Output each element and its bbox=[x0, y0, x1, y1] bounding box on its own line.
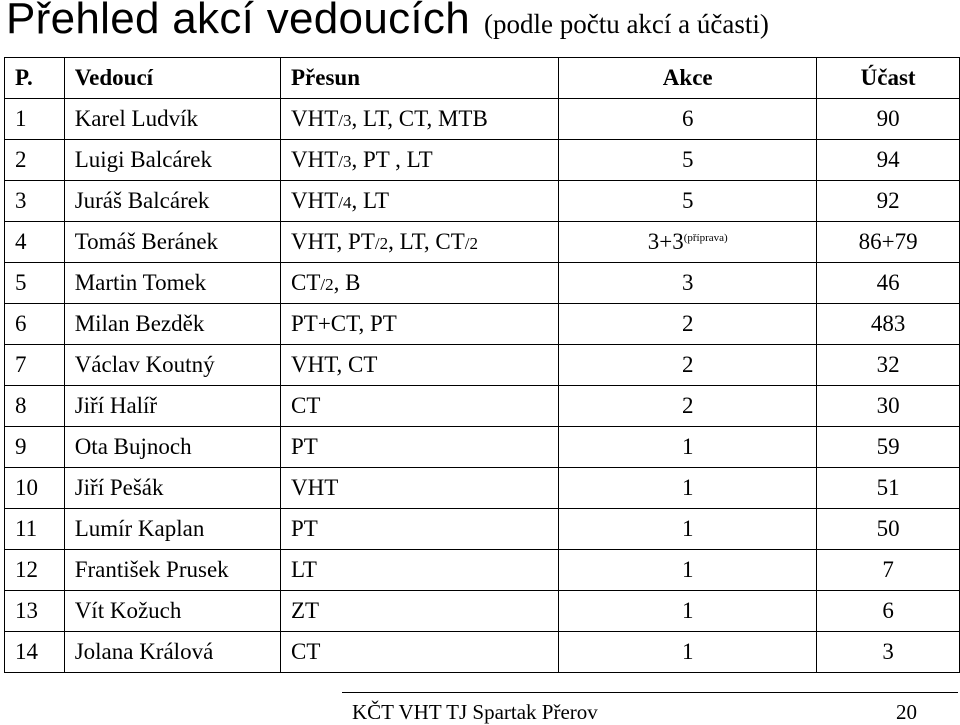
actions-count bbox=[559, 181, 817, 222]
transfer-types bbox=[280, 345, 558, 386]
transfer-types bbox=[280, 509, 558, 550]
actions-count bbox=[559, 263, 817, 304]
transfer-types bbox=[280, 427, 558, 468]
row-number: 4 bbox=[5, 222, 65, 263]
transfer-text: CT bbox=[290, 393, 321, 418]
header-akce: Akce bbox=[559, 58, 817, 99]
attendance: 6 bbox=[817, 591, 960, 632]
attendance: 30 bbox=[817, 386, 960, 427]
attendance: 90 bbox=[817, 99, 960, 140]
header-presun: Přesun bbox=[280, 58, 558, 99]
actions-count bbox=[559, 222, 817, 263]
actions-value: 5 bbox=[681, 147, 694, 172]
row-number: 2 bbox=[5, 140, 65, 181]
header-vedouci: Vedoucí bbox=[64, 58, 280, 99]
row-number: 6 bbox=[5, 304, 65, 345]
transfer-fraction: /2 bbox=[464, 234, 479, 253]
transfer-text: PT+CT, PT bbox=[290, 311, 397, 336]
table-row bbox=[5, 550, 960, 591]
transfer-types bbox=[280, 140, 558, 181]
transfer-text: , LT, CT, MTB bbox=[351, 106, 488, 131]
attendance: 46 bbox=[817, 263, 960, 304]
row-number: 5 bbox=[5, 263, 65, 304]
transfer-text: LT bbox=[290, 557, 317, 582]
row-number: 8 bbox=[5, 386, 65, 427]
row-number: 7 bbox=[5, 345, 65, 386]
slide-title bbox=[6, 0, 769, 44]
transfer-types bbox=[280, 591, 558, 632]
transfer-text: ZT bbox=[290, 598, 320, 623]
transfer-text: VHT bbox=[290, 147, 339, 172]
header-p: P. bbox=[5, 58, 65, 99]
actions-value: 1 bbox=[681, 475, 694, 500]
table-row bbox=[5, 140, 960, 181]
transfer-text: , LT bbox=[351, 188, 389, 213]
actions-count bbox=[559, 386, 817, 427]
title-main: Přehled akcí vedoucích bbox=[6, 0, 470, 43]
actions-count bbox=[559, 99, 817, 140]
row-number: 11 bbox=[5, 509, 65, 550]
actions-note: (příprava) bbox=[683, 232, 728, 244]
transfer-types bbox=[280, 632, 558, 673]
transfer-fraction: /3 bbox=[338, 152, 352, 171]
row-number: 1 bbox=[5, 99, 65, 140]
table-row bbox=[5, 509, 960, 550]
attendance: 86+79 bbox=[817, 222, 960, 263]
actions-value: 3+3 bbox=[647, 229, 684, 254]
transfer-fraction: /2 bbox=[374, 234, 389, 253]
header-row bbox=[5, 58, 960, 99]
row-number: 14 bbox=[5, 632, 65, 673]
transfer-text: CT bbox=[290, 639, 321, 664]
transfer-types bbox=[280, 550, 558, 591]
transfer-types bbox=[280, 222, 558, 263]
actions-value: 2 bbox=[681, 352, 694, 377]
actions-value: 1 bbox=[681, 557, 694, 582]
transfer-text: , PT , LT bbox=[351, 147, 433, 172]
table-row bbox=[5, 304, 960, 345]
transfer-text: VHT bbox=[290, 106, 339, 131]
transfer-fraction: /2 bbox=[320, 275, 334, 294]
transfer-text: CT bbox=[290, 270, 321, 295]
actions-count bbox=[559, 591, 817, 632]
attendance: 51 bbox=[817, 468, 960, 509]
leader-name: Jolana Králová bbox=[64, 632, 280, 673]
leader-name: Václav Koutný bbox=[64, 345, 280, 386]
actions-count bbox=[559, 140, 817, 181]
actions-value: 3 bbox=[681, 270, 694, 295]
transfer-text: VHT, CT bbox=[290, 352, 378, 377]
actions-count bbox=[559, 632, 817, 673]
row-number: 12 bbox=[5, 550, 65, 591]
transfer-text: VHT bbox=[290, 475, 339, 500]
row-number: 3 bbox=[5, 181, 65, 222]
attendance: 32 bbox=[817, 345, 960, 386]
table-row bbox=[5, 345, 960, 386]
row-number: 9 bbox=[5, 427, 65, 468]
leaders-table bbox=[4, 57, 960, 673]
transfer-fraction: /4 bbox=[338, 193, 352, 212]
footer-organization: KČT VHT TJ Spartak Přerov bbox=[352, 700, 598, 724]
footer bbox=[0, 688, 960, 724]
row-number: 10 bbox=[5, 468, 65, 509]
title-subtitle: (podle počtu akcí a účasti) bbox=[483, 9, 769, 39]
transfer-text: VHT, PT bbox=[290, 229, 375, 254]
attendance: 50 bbox=[817, 509, 960, 550]
table-row bbox=[5, 632, 960, 673]
leader-name: Jiří Halíř bbox=[64, 386, 280, 427]
leader-name: Martin Tomek bbox=[64, 263, 280, 304]
attendance: 3 bbox=[817, 632, 960, 673]
actions-count bbox=[559, 468, 817, 509]
attendance: 92 bbox=[817, 181, 960, 222]
table-body bbox=[5, 99, 960, 673]
actions-count bbox=[559, 345, 817, 386]
leader-name: Ota Bujnoch bbox=[64, 427, 280, 468]
actions-value: 2 bbox=[681, 311, 694, 336]
actions-count bbox=[559, 304, 817, 345]
actions-count bbox=[559, 509, 817, 550]
attendance: 94 bbox=[817, 140, 960, 181]
attendance: 483 bbox=[817, 304, 960, 345]
actions-count bbox=[559, 550, 817, 591]
attendance: 59 bbox=[817, 427, 960, 468]
transfer-types bbox=[280, 468, 558, 509]
leader-name: Lumír Kaplan bbox=[64, 509, 280, 550]
transfer-text: PT bbox=[290, 434, 318, 459]
table-row bbox=[5, 386, 960, 427]
leader-name: Tomáš Beránek bbox=[64, 222, 280, 263]
footer-divider bbox=[342, 692, 958, 693]
transfer-types bbox=[280, 304, 558, 345]
actions-value: 1 bbox=[681, 434, 694, 459]
table-row bbox=[5, 181, 960, 222]
actions-value: 1 bbox=[681, 598, 694, 623]
table-row bbox=[5, 222, 960, 263]
transfer-text: , LT, CT bbox=[388, 229, 465, 254]
leader-name: Vít Kožuch bbox=[64, 591, 280, 632]
table-row bbox=[5, 427, 960, 468]
table-row bbox=[5, 591, 960, 632]
table-row bbox=[5, 263, 960, 304]
row-number: 13 bbox=[5, 591, 65, 632]
table-row bbox=[5, 99, 960, 140]
leader-name: František Prusek bbox=[64, 550, 280, 591]
leader-name: Luigi Balcárek bbox=[64, 140, 280, 181]
leader-name: Juráš Balcárek bbox=[64, 181, 280, 222]
page-number: 20 bbox=[896, 700, 917, 724]
leader-name: Milan Bezděk bbox=[64, 304, 280, 345]
transfer-text: , B bbox=[333, 270, 361, 295]
transfer-fraction: /3 bbox=[338, 111, 352, 130]
transfer-text: VHT bbox=[290, 188, 339, 213]
table-row bbox=[5, 468, 960, 509]
header-ucast: Účast bbox=[817, 58, 960, 99]
attendance: 7 bbox=[817, 550, 960, 591]
actions-value: 5 bbox=[681, 188, 694, 213]
leader-name: Jiří Pešák bbox=[64, 468, 280, 509]
transfer-types bbox=[280, 263, 558, 304]
actions-value: 6 bbox=[681, 106, 694, 131]
actions-value: 1 bbox=[681, 516, 694, 541]
transfer-types bbox=[280, 386, 558, 427]
actions-count bbox=[559, 427, 817, 468]
transfer-types bbox=[280, 181, 558, 222]
leader-name: Karel Ludvík bbox=[64, 99, 280, 140]
transfer-types bbox=[280, 99, 558, 140]
actions-value: 1 bbox=[681, 639, 694, 664]
actions-value: 2 bbox=[681, 393, 694, 418]
transfer-text: PT bbox=[290, 516, 318, 541]
